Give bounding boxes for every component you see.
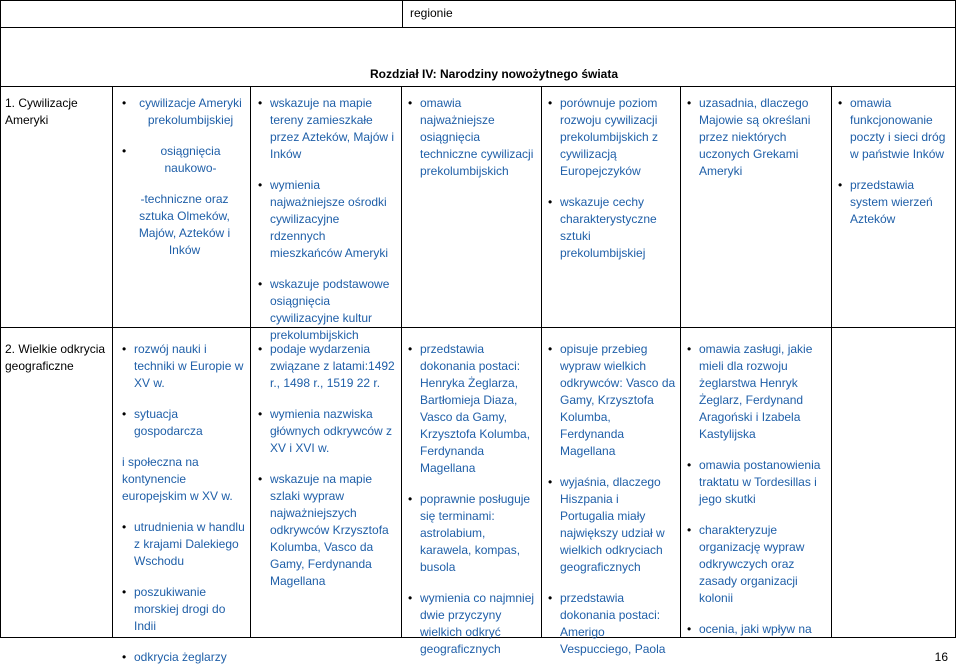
list-item: • ocenia, jaki wpływ na [687,621,827,638]
list-item: • osiągnięcia naukowo- [122,143,247,177]
list-item: • utrudnienia w handlu z krajami Dalekiego Wschodu [122,519,247,570]
table-border [831,86,832,638]
list-item: • podaje wydarzenia związane z latami:1492 r., 1498 r., 1519 22 r. [258,341,398,392]
list-item: • wymienia co najmniej dwie przyczyny wielkich odkryć geograficznych [408,590,538,658]
topic-cell: 2. Wielkie odkrycia geograficzne [5,342,106,373]
content-cell [122,341,247,666]
top-cell-text: regionie [410,6,453,20]
topic-cell: 1. Cywilizacje Ameryki [5,96,78,127]
page-number: 16 [934,650,948,664]
table-border [955,0,956,638]
list-item: • cywilizacje Ameryki prekolumbijskiej [122,95,247,129]
table-border [541,86,542,638]
table-border [401,86,402,638]
list-item: • uzasadnia, dlaczego Majowie są określani przez niektórych uczonych Grekami Ameryki [687,95,827,180]
list-item: • charakteryzuje organizację wypraw odkrywczych oraz zasady organizacji kolonii [687,522,827,607]
list-item: • omawia funkcjonowanie poczty i sieci dróg w państwie Inków [838,95,954,163]
list-item: • wskazuje podstawowe osiągnięcia cywilizacyjne kultur prekolumbijskich [258,276,398,344]
table-border [250,86,251,638]
requirements-cell [687,341,827,638]
list-item: • przedstawia system wierzeń Azteków [838,177,954,228]
list-item: • rozwój nauki i techniki w Europie w XV w. [122,341,247,392]
list-item: • wymienia najważniejsze ośrodki cywilizacyjne rdzennych mieszkańców Ameryki [258,177,398,262]
requirements-cell [258,341,398,590]
section-title: Rozdział IV: Narodziny nowożytnego świata [370,67,619,81]
table-border [0,0,956,1]
requirements-cell [408,95,536,180]
table-border [0,86,956,87]
requirements-cell [408,341,538,658]
list-item: i społeczna na kontynencie europejskim w XV w. [122,455,233,503]
list-item: • odkrycia żeglarzy [122,649,247,666]
list-item: • porównuje poziom rozwoju cywilizacji prekolumbijskich z cywilizacją Europejczyków [548,95,676,180]
list-item: • poszukiwanie morskiej drogi do Indii [122,584,247,635]
list-item: -techniczne oraz sztuka Olmeków, Majów, Azteków i Inków [138,192,231,257]
list-item: • omawia postanowienia traktatu w Tordesillas i jego skutki [687,457,827,508]
list-item: • wyjaśnia, dlaczego Hiszpania i Portugalia miały największy udział w wielkich odkryciach geograficznych [548,474,676,576]
table-border [0,0,1,638]
list-item: • omawia najważniejsze osiągnięcia techniczne cywilizacji prekolumbijskich [408,95,536,180]
requirements-cell [687,95,827,180]
list-item: • omawia zasługi, jakie mieli dla rozwoju żeglarstwa Henryk Żeglarz, Ferdynand Aragoński i Izabela Kastylijska [687,341,827,443]
list-item: • wymienia nazwiska głównych odkrywców z XV i XVI w. [258,406,398,457]
list-item: • wskazuje cechy charakterystyczne sztuki prekolumbijskiej [548,194,676,262]
content-cell [122,95,247,259]
requirements-cell [548,95,676,262]
table-border [0,27,956,28]
list-item: • poprawnie posługuje się terminami: astrolabium, karawela, kompas, busola [408,491,538,576]
list-item: • opisuje przebieg wypraw wielkich odkrywców: Vasco da Gamy, Krzysztofa Kolumba, Ferdynanda Magellana [548,341,676,460]
requirements-cell [838,95,954,228]
list-item: • wskazuje na mapie szlaki wypraw najważniejszych odkrywców Krzysztofa Kolumba, Vasco da Gamy, Ferdynanda Magellana [258,471,398,590]
table-border [402,0,403,28]
table-border [112,86,113,638]
requirements-cell [548,341,676,658]
list-item: • sytuacja gospodarcza [122,406,247,440]
table-border [680,86,681,638]
list-item: • przedstawia dokonania postaci: Amerigo Vespucciego, Paola [548,590,676,658]
table-border [0,327,956,328]
requirements-cell [258,95,398,344]
list-item: • przedstawia dokonania postaci: Henryka Żeglarza, Bartłomieja Diaza, Vasco da Gamy, Krzysztofa Kolumba, Ferdynanda Magellana [408,341,538,477]
list-item: • wskazuje na mapie tereny zamieszkałe przez Azteków, Majów i Inków [258,95,398,163]
